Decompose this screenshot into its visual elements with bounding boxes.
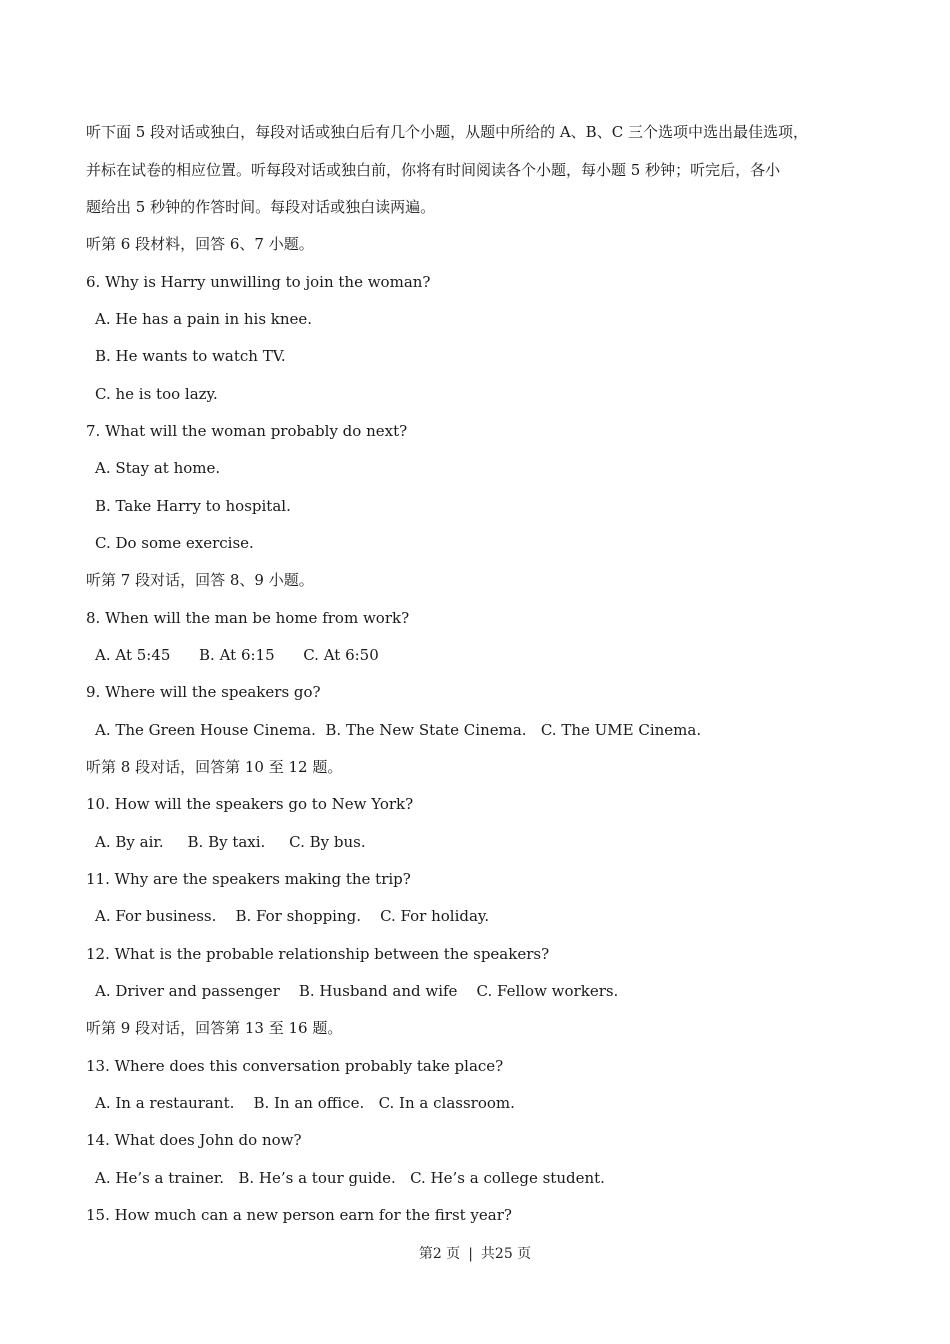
section-9-heading: 听第 9 段对话，回答第 13 至 16 题。 <box>86 1019 343 1037</box>
intro-line-3: 题给出 5 秒钟的作答时间。每段对话或独白读两遍。 <box>86 198 436 216</box>
page-number-separator: | <box>468 1246 473 1262</box>
question-15: 15. How much can a new person earn for the first year? <box>86 1206 512 1224</box>
question-10: 10. How will the speakers go to New York? <box>86 795 414 813</box>
question-14-options: A. He’s a trainer. B. He’s a tour guide. C. He’s a college student. <box>95 1169 605 1187</box>
intro-line-1: 听下面 5 段对话或独白，每段对话或独白后有几个小题，从题中所给的 A、B、C 三个选项中选出最佳选项， <box>86 123 808 141</box>
question-12-options: A. Driver and passenger B. Husband and wife C. Fellow workers. <box>95 982 619 1000</box>
question-14: 14. What does John do now? <box>86 1131 302 1149</box>
page-number-current: 第2 页 <box>418 1246 461 1262</box>
section-6-heading: 听第 6 段材料，回答 6、7 小题。 <box>86 235 314 253</box>
question-11-options: A. For business. B. For shopping. C. For holiday. <box>95 907 490 925</box>
question-6-option-c: C. he is too lazy. <box>95 385 218 403</box>
question-6-option-b: B. He wants to watch TV. <box>95 347 286 365</box>
question-8-options: A. At 5:45 B. At 6:15 C. At 6:50 <box>95 646 379 664</box>
section-8-heading: 听第 8 段对话，回答第 10 至 12 题。 <box>86 758 343 776</box>
question-6: 6. Why is Harry unwilling to join the woman? <box>86 273 431 291</box>
page-number-total: 共25 页 <box>480 1246 532 1262</box>
question-11: 11. Why are the speakers making the trip? <box>86 870 411 888</box>
question-8: 8. When will the man be home from work? <box>86 609 410 627</box>
question-6-option-a: A. He has a pain in his knee. <box>95 310 313 328</box>
intro-line-2: 并标在试卷的相应位置。听每段对话或独白前，你将有时间阅读各个小题，每小题 5 秒钟；听完后，各小 <box>86 161 781 179</box>
question-7: 7. What will the woman probably do next? <box>86 422 408 440</box>
question-9: 9. Where will the speakers go? <box>86 683 321 701</box>
question-9-options: A. The Green House Cinema. B. The New State Cinema. C. The UME Cinema. <box>95 721 702 739</box>
question-7-option-b: B. Take Harry to hospital. <box>95 497 291 515</box>
question-13-options: A. In a restaurant. B. In an office. C. In a classroom. <box>95 1094 515 1112</box>
page-footer <box>0 1244 950 1264</box>
question-13: 13. Where does this conversation probably take place? <box>86 1057 504 1075</box>
question-7-option-a: A. Stay at home. <box>95 459 221 477</box>
section-7-heading: 听第 7 段对话，回答 8、9 小题。 <box>86 571 314 589</box>
question-7-option-c: C. Do some exercise. <box>95 534 254 552</box>
question-10-options: A. By air. B. By taxi. C. By bus. <box>95 833 366 851</box>
question-12: 12. What is the probable relationship between the speakers? <box>86 945 550 963</box>
